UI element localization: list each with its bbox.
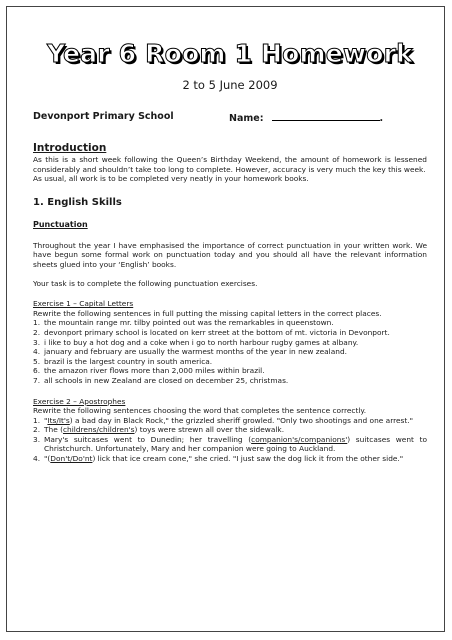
intro-heading: Introduction (33, 142, 107, 154)
name-label: Name: (229, 113, 264, 124)
name-end: . (379, 113, 384, 124)
exercise1-list (33, 318, 427, 385)
school-name: Devonport Primary School (33, 111, 174, 122)
punctuation-paragraph: Throughout the year I have emphasised the importance of correct punctuation in your written work. We have begun some formal work on punctuation today and you should all have the relevant information sheets glued into your ‘English’ books. (33, 240, 427, 269)
intro-paragraph-2: As usual, all work is to be completed very neatly in your homework books. (33, 174, 309, 184)
document-page (6, 6, 445, 632)
section-number: 1. (33, 196, 44, 208)
list-item: 5. brazil is the largest country in south america. (33, 356, 213, 366)
exercise1-heading: Exercise 1 – Capital Letters (33, 299, 134, 309)
list-item: 2. The (childrens/children's) toys were strewn all over the sidewalk. (33, 425, 285, 435)
list-item: 3. Mary's suitcases went to Dunedin; her travelling (companion's/companions') suitcases went to Christchurch. Unfortunately, Mary and her companion were going to Auckland. (33, 434, 427, 454)
list-item: 6. the amazon river flows more than 2,000 miles within brazil. (33, 366, 265, 376)
page-title: Year 6 Room 1 Homework (47, 39, 413, 68)
exercise1-instruction: Rewrite the following sentences in full putting the missing capital letters in the correct places. (33, 308, 382, 318)
list-item: 4. january and february are usually the warmest months of the year in new zealand. (33, 347, 347, 357)
list-item: 1. "Its/It's) a bad day in Black Rock," the grizzled sheriff growled. "Only two shootings and one arrest." (33, 415, 414, 425)
school-name-row (33, 111, 427, 125)
document-content (33, 39, 427, 464)
intro-paragraph-1: As this is a short week following the Queen’s Birthday Weekend, the amount of homework is lessened considerably and shouldn’t take too long to complete. However, accuracy is very much the key this week. (33, 155, 427, 174)
task-paragraph: Your task is to complete the following punctuation exercises. (33, 278, 258, 288)
name-blank-line (272, 111, 380, 121)
exercise2-instruction: Rewrite the following sentences choosing the word that completes the sentence correctly. (33, 406, 367, 416)
list-item: 7. all schools in new Zealand are closed on december 25, christmas. (33, 375, 289, 385)
date-range: 2 to 5 June 2009 (182, 78, 278, 92)
list-item: 2. devonport primary school is located on kerr street at the bottom of mt. victoria in Devonport. (33, 327, 390, 337)
name-field (229, 111, 383, 125)
list-item: 3. i like to buy a hot dog and a coke when i go to north harbour rugby games at albany. (33, 337, 359, 347)
section-heading-english (33, 196, 427, 209)
exercise2-heading: Exercise 2 – Apostrophes (33, 396, 126, 406)
punctuation-subheading: Punctuation (33, 219, 88, 229)
list-item: 4. "(Don't/Do'nt) lick that ice cream cone," she cried. "I just saw the dog lick it from the other side." (33, 454, 404, 464)
list-item: 1. the mountain range mr. tilby pointed out was the remarkables in queenstown. (33, 318, 334, 328)
section-title: English Skills (47, 196, 122, 208)
exercise2-list (33, 416, 427, 464)
